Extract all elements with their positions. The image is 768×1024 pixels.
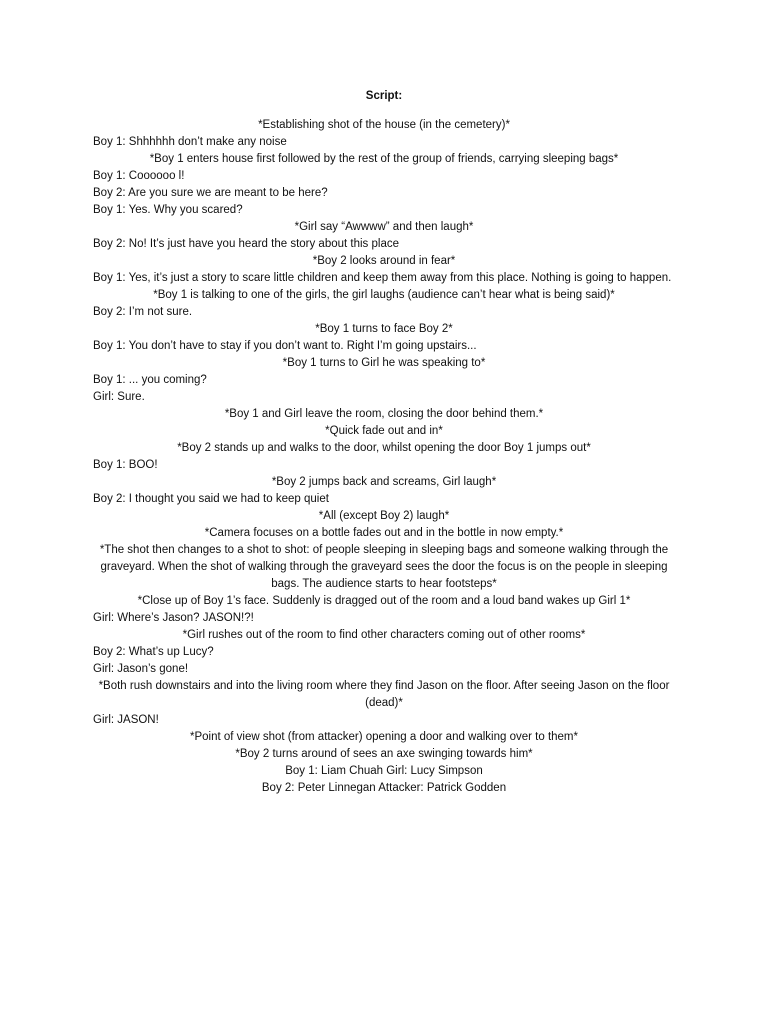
stage-direction: *Camera focuses on a bottle fades out and in the bottle in now empty.* (204, 527, 564, 539)
stage-direction: *Boy 1 is talking to one of the girls, the girl laughs (audience can’t hear what is being said)* (153, 289, 615, 301)
dialogue-line: Boy 1: You don’t have to stay if you don’t want to. Right I’m going upstairs... (93, 340, 477, 352)
stage-direction: *Boy 1 and Girl leave the room, closing the door behind them.* (224, 408, 544, 420)
stage-direction: *Boy 1 enters house first followed by the rest of the group of friends, carrying sleeping bags* (149, 153, 619, 165)
dialogue-line: Boy 1: Yes, it’s just a story to scare little children and keep them away from this place. Nothing is going to happen. (93, 272, 672, 284)
dialogue-line: Boy 2: I thought you said we had to keep quiet (93, 493, 329, 505)
dialogue-line: Boy 1: ... you coming? (93, 374, 207, 386)
dialogue-line: Girl: Jason’s gone! (93, 663, 189, 675)
stage-direction: *Boy 1 turns to Girl he was speaking to* (282, 357, 486, 369)
dialogue-line: Boy 2: What’s up Lucy? (93, 646, 214, 658)
script-lines (93, 117, 675, 797)
stage-direction: *Both rush downstairs and into the living room where they find Jason on the floor. After seeing Jason on the floor (dead)* (98, 680, 670, 709)
dialogue-line: Girl: JASON! (93, 714, 159, 726)
stage-direction: *All (except Boy 2) laugh* (318, 510, 450, 522)
stage-direction: *Boy 2 looks around in fear* (312, 255, 456, 267)
script-page (93, 88, 675, 797)
stage-direction: *Boy 1 turns to face Boy 2* (315, 323, 453, 335)
stage-direction: *Girl say “Awwww” and then laugh* (294, 221, 474, 233)
stage-direction: Boy 2: Peter Linnegan Attacker: Patrick Godden (261, 782, 507, 794)
dialogue-line: Girl: Where’s Jason? JASON!?! (93, 612, 254, 624)
dialogue-line: Boy 1: Yes. Why you scared? (93, 204, 243, 216)
dialogue-line: Boy 1: BOO! (93, 459, 158, 471)
dialogue-line: Boy 2: No! It’s just have you heard the story about this place (93, 238, 399, 250)
stage-direction: *Boy 2 turns around of sees an axe swinging towards him* (235, 748, 533, 760)
script-title: Script: (365, 90, 403, 102)
dialogue-line: Boy 1: Coooooo l! (93, 170, 185, 182)
dialogue-line: Boy 1: Shhhhhh don’t make any noise (93, 136, 287, 148)
stage-direction: *Point of view shot (from attacker) opening a door and walking over to them* (189, 731, 578, 743)
stage-direction: *Girl rushes out of the room to find other characters coming out of other rooms* (182, 629, 586, 641)
stage-direction: *Close up of Boy 1’s face. Suddenly is dragged out of the room and a loud band wakes up Girl 1* (137, 595, 631, 607)
stage-direction: Boy 1: Liam Chuah Girl: Lucy Simpson (285, 765, 483, 777)
stage-direction: *Quick fade out and in* (325, 425, 443, 437)
dialogue-line: Boy 2: Are you sure we are meant to be here? (93, 187, 328, 199)
stage-direction: *Establishing shot of the house (in the cemetery)* (258, 119, 510, 131)
stage-direction: *Boy 2 jumps back and screams, Girl laugh* (271, 476, 497, 488)
dialogue-line: Girl: Sure. (93, 391, 145, 403)
stage-direction: *Boy 2 stands up and walks to the door, whilst opening the door Boy 1 jumps out* (177, 442, 591, 454)
dialogue-line: Boy 2: I’m not sure. (93, 306, 193, 318)
stage-direction: *The shot then changes to a shot to shot: of people sleeping in sleeping bags and someone walking through the graveyard. When the shot of walking through the graveyard sees the door the focus is on the people in sleeping bags. The audience starts to hear footsteps* (99, 544, 669, 590)
